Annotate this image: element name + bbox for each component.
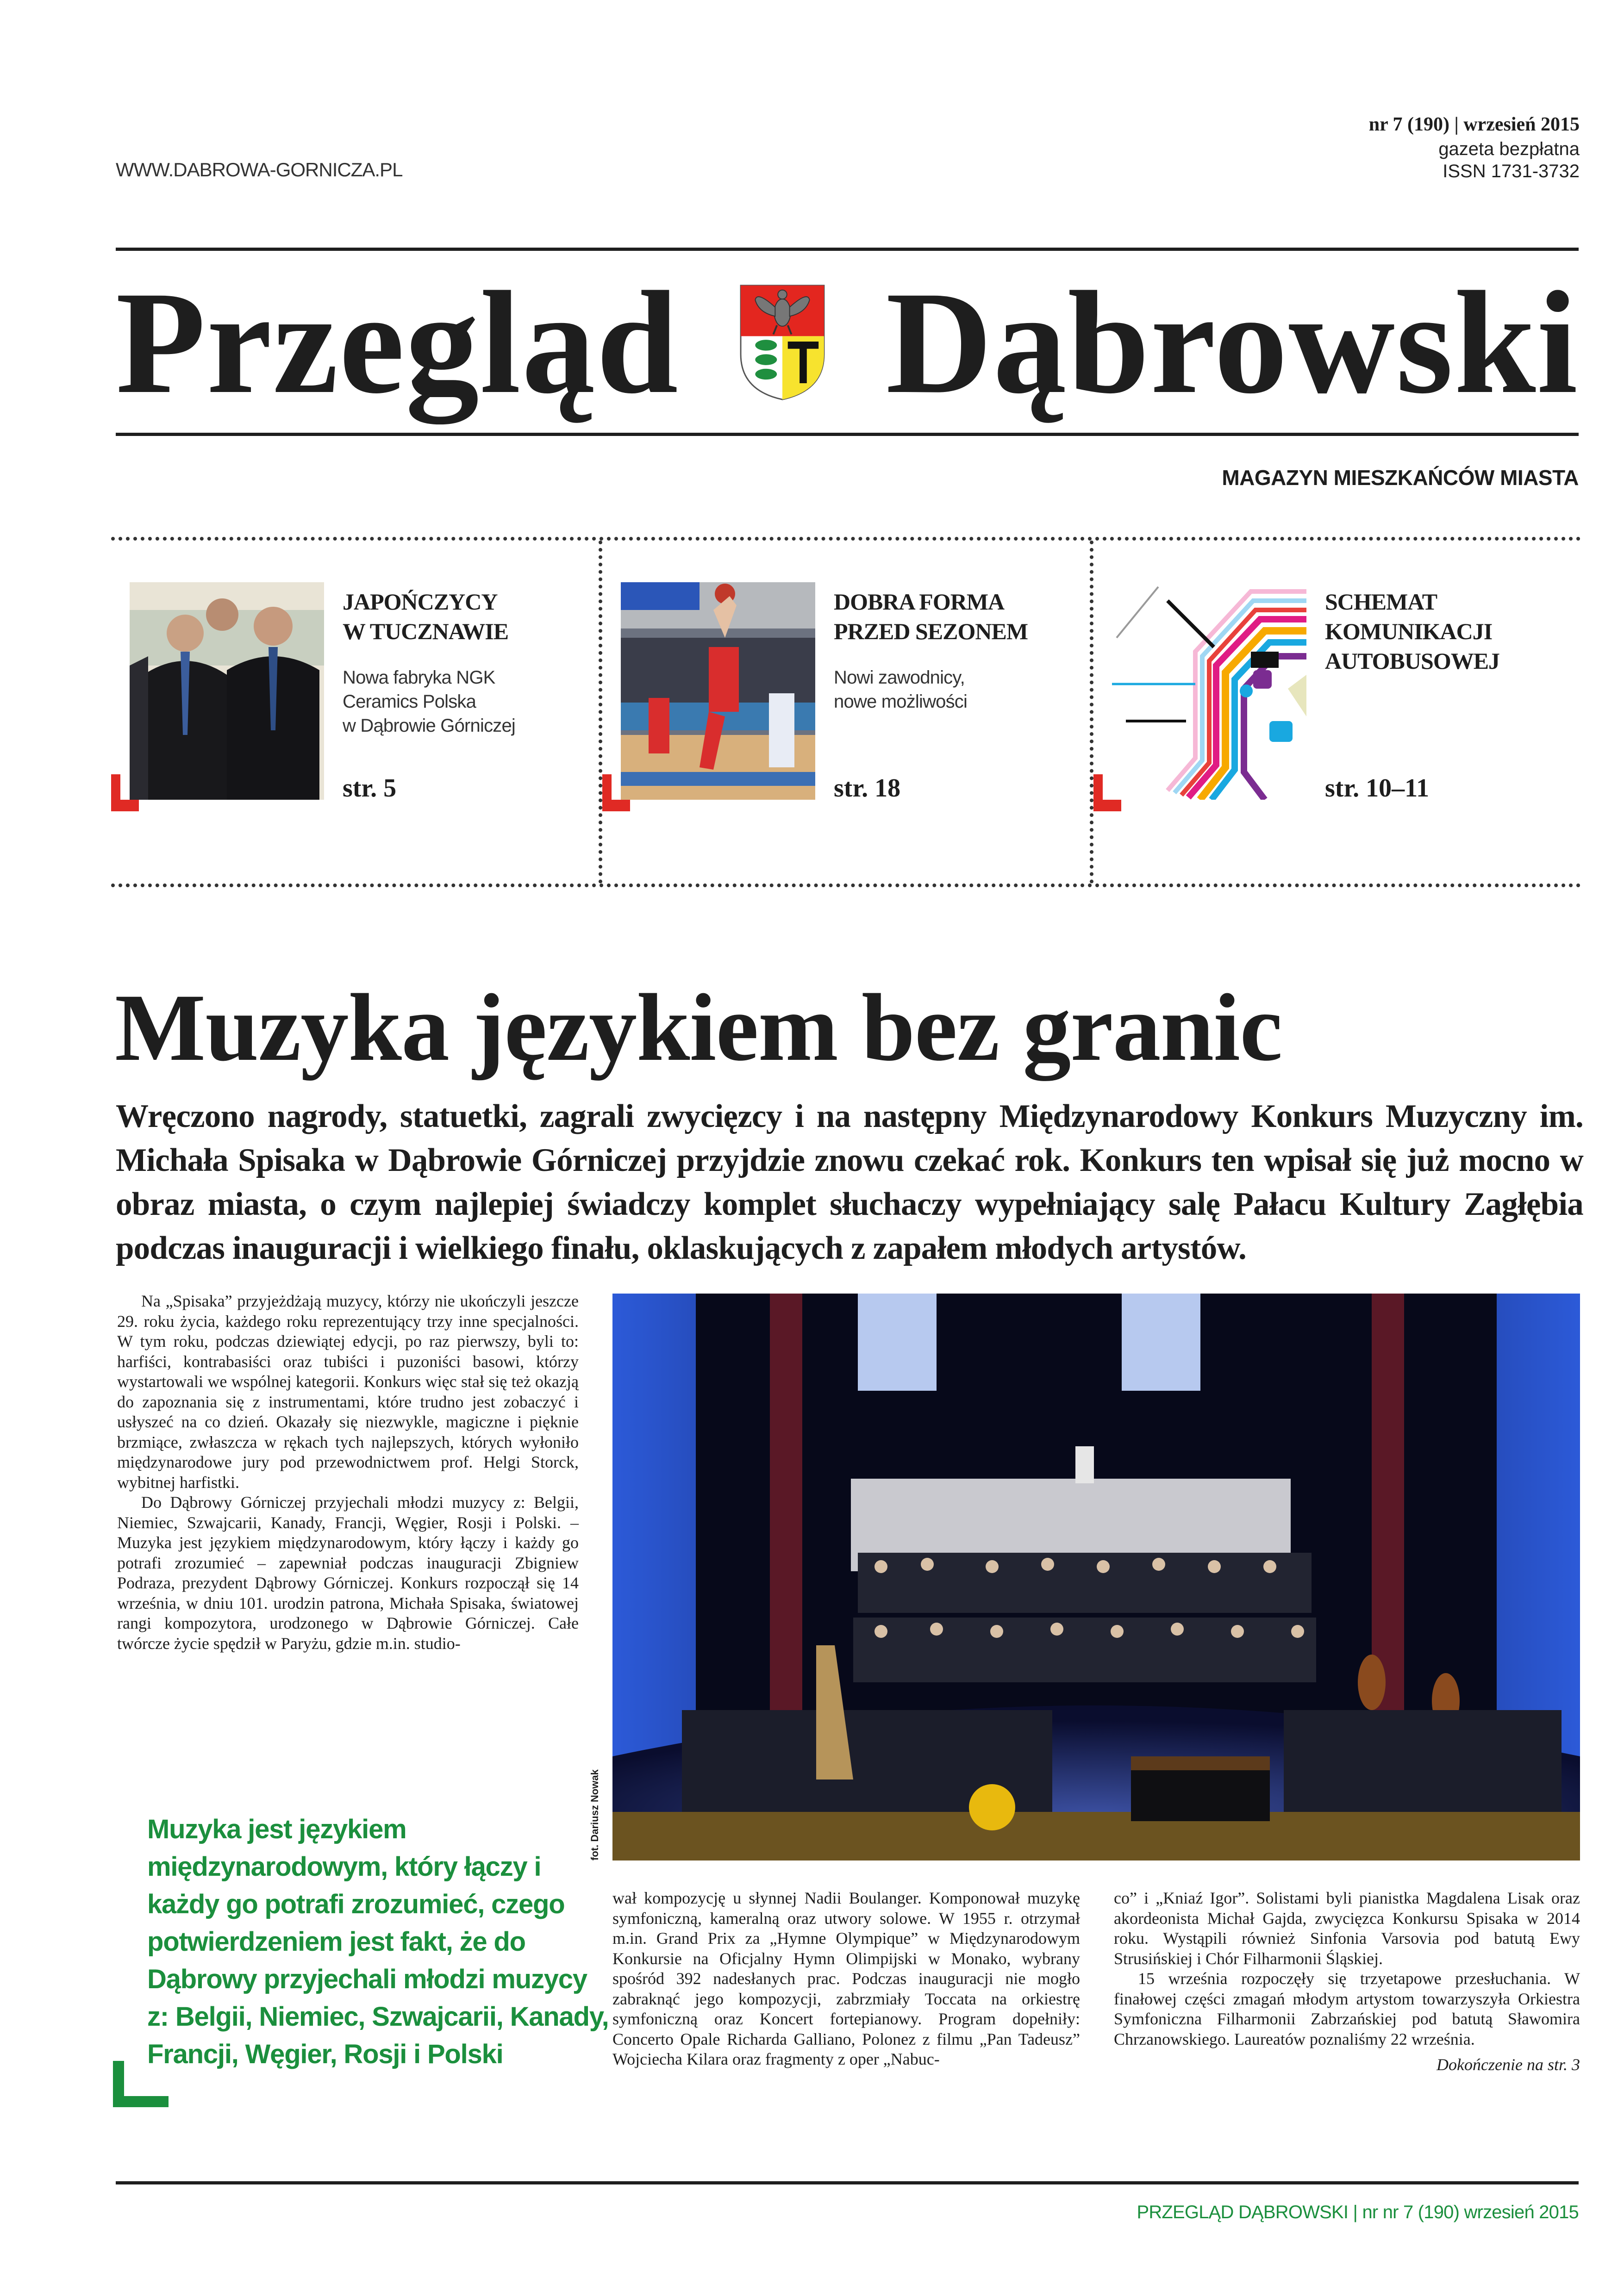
teaser-subtitle: Nowa fabryka NGK Ceramics Polska w Dąbrowie Górniczej	[343, 667, 516, 736]
bus-route-map	[1112, 582, 1306, 800]
teaser-page-link[interactable]: str. 5	[343, 774, 397, 803]
masthead-top-rule	[116, 248, 1579, 251]
article-lede: Wręczono nagrody, statuetki, zagrali zwycięzcy i na następny Międzynarodowy Konkurs Muzyczny im. Michała Spisaka w Dąbrowie Górniczej przyjdzie znowu czekać rok. Konkurs ten wpisał się już mocno w obraz miasta, o czym najlepiej świadczy komplet słuchaczy wypełniający salę Pałacu Kultury Zagłębia podczas inauguracji i wielkiego finału, oklaskujących z zapałem młodych artystów.	[116, 1098, 1583, 1266]
article-column-middle	[612, 1888, 1080, 2070]
pull-quote: Muzyka jest językiem międzynarodowym, który łączy i każdy go potrafi zrozumieć, czego potwierdzeniem jest fakt, że do Dąbrowy przyjechali młodzi muzycy z: Belgii, Niemiec, Szwajcarii, Kanady, Francji, Węgier, Rosji i Polski	[147, 1814, 609, 2069]
photo-credit: fot. Dariusz Nowak	[589, 1769, 600, 1860]
businessmen-photo	[130, 582, 324, 800]
teaser-title: JAPOŃCZYCY W TUCZNAWIE	[343, 589, 509, 644]
article-headline: Muzyka językiem bez granic	[115, 974, 1282, 1081]
green-corner-mark	[113, 2061, 169, 2107]
orchestra-concert-photo	[612, 1294, 1580, 1860]
masthead-bottom-rule	[116, 433, 1579, 436]
article-column-left	[117, 1291, 579, 1654]
teaser-bus-map[interactable]	[1090, 541, 1581, 884]
paragraph: 15 września rozpoczęły się trzyetapowe przesłuchania. W finałowej części zmagań młodym artystom towarzyszyła Orkiestra Symfoniczna Filharmonii Zabrzańskiej pod batutą Sławomira Chrzanowskiego. Laureatów poznaliśmy 22 września.	[1114, 1969, 1580, 2048]
red-corner-mark	[602, 774, 630, 811]
teaser-japanese-factory[interactable]	[111, 541, 599, 884]
masthead-title-right: Dąbrowski	[886, 261, 1579, 424]
footer-publication-info: PRZEGLĄD DĄBROWSKI | nr nr 7 (190) wrzesień 2015	[1137, 2202, 1579, 2222]
paragraph: Na „Spisaka” przyjeżdżają muzycy, którzy nie ukończyli jeszcze 29. roku życia, każdego roku reprezentujący trzy inne specjalności. W tym roku, podczas dziewiątej edycji, po raz pierwszy, byli to: harfiści, kontrabasiści oraz tubiści i puzoniści basowi, którzy wystartowali we wspólnej kategorii. Konkurs więc stał się też okazją do zapoznania się z instrumentami, które trudno jest zobaczyć i usłyszeć na co dzień. Okazały się niezwykle, magiczne i pięknie brzmiące, zwłaszcza w rękach tych najlepszych, których wyłoniło międzynarodowe jury pod przewodnictwem prof. Helgi Storck, wybitnej harfistki.	[117, 1292, 579, 1492]
paragraph: co” i „Kniaź Igor”. Solistami byli pianistka Magdalena Lisak oraz akordeonista Michał Gajda, zwycięzca Konkursu Spisaka w 2014 roku. Wystąpili również Sinfonia Varsovia pod batutą Ewy Strusińskiej i Chór Filharmonii Śląskiej.	[1114, 1889, 1580, 1968]
teaser-title: SCHEMAT KOMUNIKACJI AUTOBUSOWEJ	[1325, 589, 1500, 674]
masthead-title-left: Przegląd	[116, 261, 679, 424]
teaser-strip	[111, 537, 1581, 887]
basketball-dunk-photo	[621, 582, 815, 800]
red-corner-mark	[1093, 774, 1121, 811]
continued-on-page-link[interactable]: Dokończenie na str. 3	[1437, 2055, 1580, 2074]
teaser-title: DOBRA FORMA PRZED SEZONEM	[834, 589, 1028, 644]
teaser-page-link[interactable]: str. 18	[834, 774, 901, 803]
teaser-page-link[interactable]: str. 10–11	[1325, 774, 1430, 803]
teaser-subtitle: Nowi zawodnicy, nowe możliwości	[834, 667, 968, 712]
free-paper-label: gazeta bezpłatna	[1438, 139, 1580, 159]
coat-of-arms-icon	[737, 282, 828, 403]
magazine-tagline: MAGAZYN MIESZKAŃCÓW MIASTA	[1222, 466, 1579, 490]
paragraph: wał kompozycję u słynnej Nadii Boulanger. Komponował muzykę symfoniczną, kameralną oraz utwory solowe. W 1955 r. otrzymał m.in. Grand Prix za „Hymne Olympique” w Międzynarodowym Konkursie na Oficjalny Hymn Olimpijski w Monako, wybrany spośród 392 nadesłanych prac. Podczas inauguracji nie mogło zabraknąć jego kompozycji, zabrzmiały Toccata na orkiestrę symfoniczną oraz Koncert fortepianowy. Program dopełniły: Concerto Opale Richarda Galliano, Polonez z filmu „Pan Tadeusz” Wojciecha Kilara oraz fragmenty z oper „Nabuc-	[612, 1889, 1080, 2068]
footer-rule	[116, 2181, 1579, 2184]
red-corner-mark	[111, 774, 139, 811]
teaser-basketball[interactable]	[599, 541, 1090, 884]
site-url-link[interactable]: WWW.DABROWA-GORNICZA.PL	[116, 159, 403, 180]
issue-info	[1369, 111, 1580, 182]
article-column-right	[1114, 1888, 1580, 2075]
paragraph: Do Dąbrowy Górniczej przyjechali młodzi muzycy z: Belgii, Niemiec, Szwajcarii, Kanady, Francji, Węgier, Rosji i Polski. – Muzyka jest językiem międzynarodowym, który łączy i każdy go potrafi zrozumieć – zapewniał podczas inauguracji Zbigniew Podraza, prezydent Dąbrowy Górniczej. Konkurs rozpoczął się 14 września, w dniu 101. urodzin patrona, Michała Spisaka, światowej rangi kompozytora, urodzonego w Dąbrowie Górniczej. Całe twórcze życie spędził w Paryżu, gdzie m.in. studio-	[117, 1493, 579, 1653]
issue-number: nr 7 (190) | wrzesień 2015	[1368, 114, 1580, 135]
issn: ISSN 1731-3732	[1443, 161, 1580, 181]
masthead	[116, 259, 1579, 426]
